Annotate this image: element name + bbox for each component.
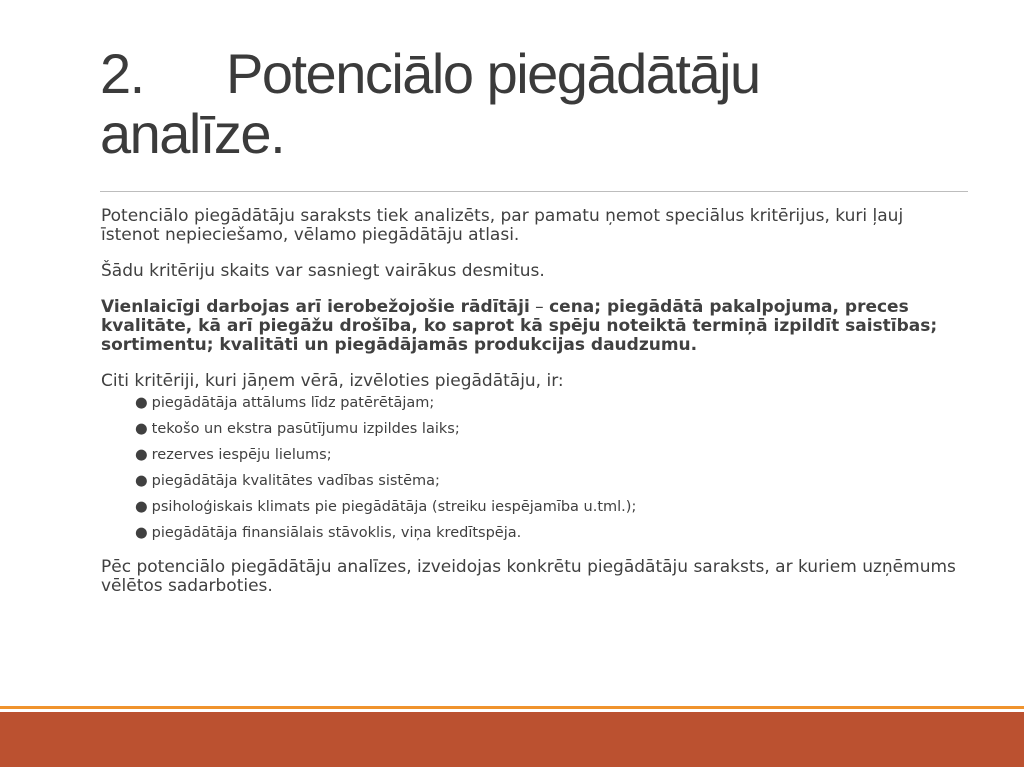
list-item-text: piegādātāja attālums līdz patērētājam; (151, 395, 435, 411)
list-item (135, 473, 961, 489)
bullet-icon: ● (135, 473, 148, 489)
list-item-text: rezerves iespēju lielums; (151, 447, 332, 463)
list-item-text: piegādātāja finansiālais stāvoklis, viņa kredītspēja. (151, 525, 522, 541)
bullet-icon: ● (135, 421, 148, 437)
footer-accent-line (0, 706, 1024, 709)
title-text-line2: analīze. (100, 102, 285, 165)
title-number: 2. (100, 42, 144, 105)
title-text-line1: Potenciālo piegādātāju (226, 42, 760, 105)
footer-bar (0, 712, 1024, 767)
limiting-indicators-lead: Vienlaicīgi darbojas arī ierobežojošie rādītāji (101, 297, 530, 317)
list-item-text: psiholoģiskais klimats pie piegādātāja (streiku iespējamība u.tml.); (151, 499, 637, 515)
paragraph-criteria-count: Šādu kritēriju skaits var sasniegt vairākus desmitus. (101, 261, 545, 281)
limiting-indicators-list: cena; piegādātā pakalpojuma, preces kvalitāte, kā arī piegāžu drošība, ko saprot kā spēju noteiktā termiņā izpildīt saistības; sortimentu; kvalitāti un piegādājamās produkcijas daudzumu. (101, 297, 938, 355)
list-item (135, 525, 961, 541)
bullet-icon: ● (135, 395, 148, 411)
title-line-1 (100, 44, 960, 104)
paragraph-limiting-indicators (101, 298, 961, 355)
list-item (135, 421, 961, 437)
list-item (135, 395, 961, 411)
title-divider (100, 191, 968, 192)
bullet-icon: ● (135, 499, 148, 515)
bullet-icon: ● (135, 525, 148, 541)
list-item-text: piegādātāja kvalitātes vadības sistēma; (151, 473, 440, 489)
list-item (135, 499, 961, 515)
list-item (135, 447, 961, 463)
bullet-icon: ● (135, 447, 148, 463)
paragraph-other-criteria: Citi kritēriji, kuri jāņem vērā, izvēloties piegādātāju, ir: (101, 371, 564, 391)
paragraph-intro: Potenciālo piegādātāju saraksts tiek analizēts, par pamatu ņemot speciālus kritērijus, kuri ļauj īstenot nepieciešamo, vēlamo piegādātāju atlasi. (101, 206, 904, 245)
limiting-indicators-dash: – (529, 297, 550, 317)
criteria-list (135, 395, 961, 541)
slide-title (100, 44, 960, 164)
list-item-text: tekošo un ekstra pasūtījumu izpildes laiks; (151, 421, 460, 437)
paragraph-conclusion: Pēc potenciālo piegādātāju analīzes, izveidojas konkrētu piegādātāju saraksts, ar kuriem uzņēmums vēlētos sadarboties. (101, 557, 956, 596)
slide-content (101, 207, 961, 596)
